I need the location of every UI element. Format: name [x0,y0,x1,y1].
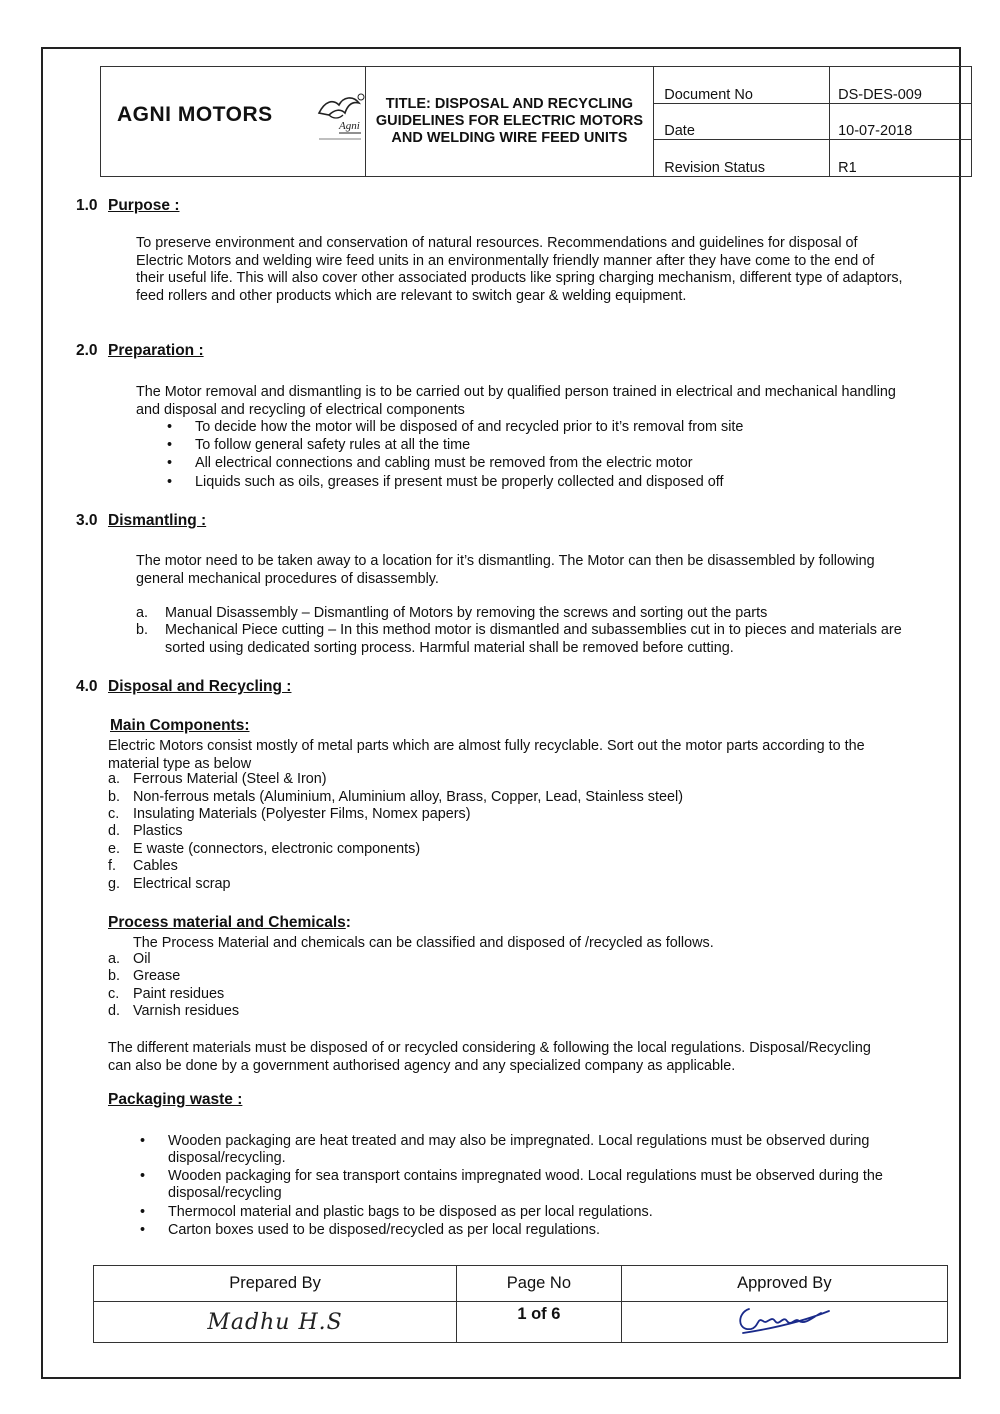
section-heading-purpose [76,197,179,215]
paragraph-line: Electric Motors and welding wire feed units in an environmentally friendly manner after they have come to the end of [136,252,875,269]
approver-signature-cell [621,1302,947,1343]
section-title: Preparation : [108,342,204,359]
prepared-signature: Madhu H.S [207,1309,343,1335]
bullet-icon: • [140,1133,146,1149]
paragraph-line: The motor need to be taken away to a location for it’s dismantling. The Motor can then be disassembled by following [136,553,875,569]
list-item: d. Plastics [108,823,183,839]
bullet-icon: • [167,474,173,490]
approved-by-label: Approved By [621,1266,947,1302]
regulations-paragraph [108,1040,938,1075]
page-no-label: Page No [457,1266,622,1302]
bullet-icon: • [140,1168,146,1184]
revision-label: Revision Status [654,140,830,177]
date-value: 10-07-2018 [830,103,972,140]
paragraph-line: Electric Motors consist mostly of metal parts which are almost fully recyclable. Sort out the motor parts according to the [108,738,865,754]
list-item: b. Grease [108,968,181,984]
bullet-icon: • [167,455,173,471]
bullet-continuation: disposal/recycling. [168,1150,286,1166]
list-item: b. Mechanical Piece cutting – In this method motor is dismantled and subassemblies cut in to pieces and materials are [136,622,902,638]
bullet-icon: • [140,1204,146,1220]
section-number: 3.0 [76,512,98,529]
bullet-continuation: disposal/recycling [168,1185,282,1201]
logo-cell [101,67,366,177]
prepared-by-label: Prepared By [94,1266,457,1302]
process-material-intro: The Process Material and chemicals can be classified and disposed of /recycled as follows. [133,935,714,951]
list-item: a. Oil [108,951,151,967]
approval-footer [93,1265,948,1343]
section-title: Dismantling : [108,512,207,529]
paragraph-line: material type as below [108,755,252,772]
list-item: c. Insulating Materials (Polyester Films, Nomex papers) [108,806,471,822]
document-no-value: DS-DES-009 [830,67,972,104]
document-title [365,67,654,177]
process-material-heading: Process material and Chemicals: [108,914,351,931]
section-heading-disposal [76,678,291,696]
section-heading-dismantling [76,512,206,530]
paragraph-line: and disposal and recycling of electrical components [136,401,465,418]
date-label: Date [654,103,830,140]
list-item: b. Non-ferrous metals (Aluminium, Aluminium alloy, Brass, Copper, Lead, Stainless steel) [108,789,683,805]
section-number: 4.0 [76,678,98,695]
main-components-paragraph [108,738,938,773]
paragraph-line: can also be done by a government authorised agency and any specialized company as applicable. [108,1057,736,1074]
document-header [100,66,972,177]
paragraph-line: feed rollers and other products which are relevant to switch gear & welding equipment. [136,287,687,304]
list-item: a. Ferrous Material (Steel & Iron) [108,771,327,787]
dismantling-paragraph [136,553,946,588]
section-title: Disposal and Recycling : [108,678,292,695]
list-item: c. Paint residues [108,986,225,1002]
section-number: 2.0 [76,342,98,359]
list-item: g. Electrical scrap [108,876,231,892]
list-item: a. Manual Disassembly – Dismantling of Motors by removing the screws and sorting out the parts [136,605,768,621]
bullet-icon: • [140,1222,146,1238]
section-title: Purpose : [108,197,180,214]
paragraph-line: their useful life. This will also cover other associated products like spring charging mechanism, different type of adaptors, [136,270,903,286]
preparation-paragraph [136,384,946,419]
logo-tagline: Agni [339,120,360,132]
purpose-paragraph [136,235,946,305]
list-item-continuation: sorted using dedicated sorting process. Harmful material shall be removed before cutting. [165,640,734,656]
list-item: d. Varnish residues [108,1003,240,1019]
paragraph-line: general mechanical procedures of disassembly. [136,570,439,587]
section-number: 1.0 [76,197,98,214]
title-line: GUIDELINES FOR ELECTRIC MOTORS [375,113,644,129]
paragraph-line: To preserve environment and conservation of natural resources. Recommendations and guidelines for disposal of [136,235,858,251]
paragraph-line: The different materials must be disposed of or recycled considering & following the local regulations. Disposal/Recycling [108,1040,871,1056]
company-name: AGNI MOTORS [117,103,273,126]
packaging-heading: Packaging waste : [108,1091,243,1108]
approver-signature-icon [729,1303,839,1337]
title-line: AND WELDING WIRE FEED UNITS [391,130,628,146]
section-heading-preparation [76,342,204,360]
page-number: 1 of 6 [457,1302,622,1343]
document-no-label: Document No [654,67,830,104]
main-components-heading: Main Components: [110,717,250,734]
bullet-icon: • [167,437,173,453]
bullet-icon: • [167,419,173,435]
list-item: f. Cables [108,858,178,874]
agni-logo-icon [311,89,371,147]
title-line: TITLE: DISPOSAL AND RECYCLING [385,96,634,112]
revision-value: R1 [830,140,972,177]
paragraph-line: The Motor removal and dismantling is to be carried out by qualified person trained in electrical and mechanical handling [136,384,896,400]
list-item: e. E waste (connectors, electronic components) [108,841,421,857]
prepared-signature-cell [94,1302,457,1343]
